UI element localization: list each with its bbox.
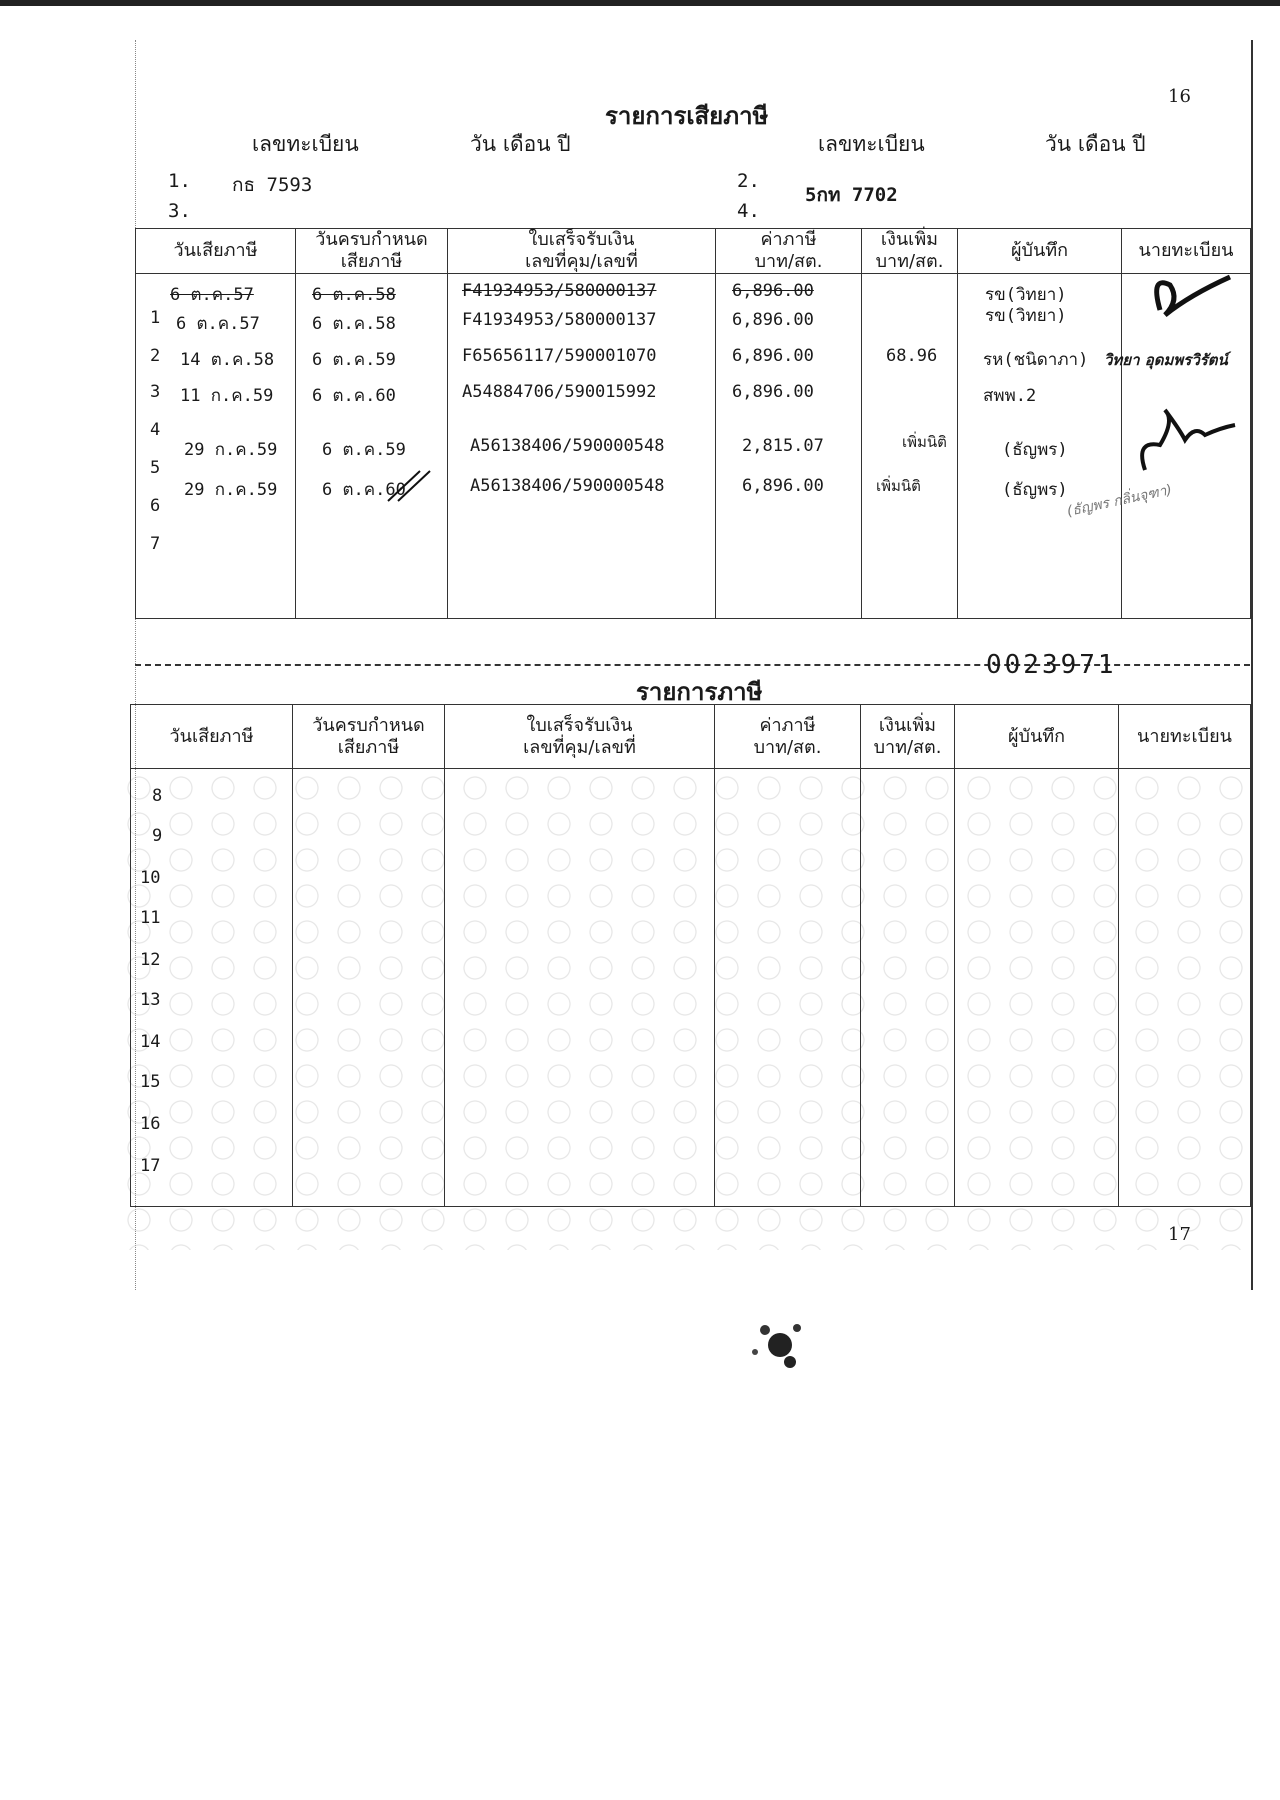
row-number: 14 xyxy=(140,1032,161,1052)
row4-tax: 2,815.07 xyxy=(742,436,824,456)
struck-due: 6 ต.ค.58 xyxy=(312,285,396,305)
row-number: 1 xyxy=(150,308,161,328)
col-extra: เงินเพิ่ม บาท/สต. xyxy=(862,229,958,274)
row5-tax: 6,896.00 xyxy=(742,476,824,496)
reg3-number: 3. xyxy=(168,200,191,222)
struck-receipt: F41934953/580000137 xyxy=(462,281,657,301)
col-registrar: นายทะเบียน xyxy=(1122,229,1251,274)
scan-top-border xyxy=(0,0,1280,6)
reg4-number: 4. xyxy=(737,200,760,222)
col-registrar: นายทะเบียน xyxy=(1119,705,1251,769)
reg-header-right: เลขทะเบียน xyxy=(818,132,925,156)
row-number: 16 xyxy=(140,1114,161,1134)
date-header-left: วัน เดือน ปี xyxy=(470,132,571,156)
struck-paid: 6 ต.ค.57 xyxy=(170,285,254,305)
row-number: 4 xyxy=(150,420,161,440)
row5-due: 6 ต.ค.60 xyxy=(322,480,406,500)
registrar-name-stamp: วิทยา อุดมพรวิรัตน์ xyxy=(1104,351,1228,369)
row-number: 13 xyxy=(140,990,161,1010)
row-number: 8 xyxy=(152,786,163,806)
row-number: 3 xyxy=(150,382,161,402)
col-tax: ค่าภาษี บาท/สต. xyxy=(716,229,862,274)
col-due-date: วันครบกำหนด เสียภาษี xyxy=(296,229,448,274)
col-receipt: ใบเสร็จรับเงิน เลขที่คุม/เลขที่ xyxy=(445,705,715,769)
row3-recorder: สพพ.2 xyxy=(983,386,1037,406)
row2-recorder: รห(ชนิดาภา) xyxy=(983,350,1089,370)
row3-receipt: A54884706/590015992 xyxy=(462,382,657,402)
row4-due: 6 ต.ค.59 xyxy=(322,440,406,460)
col-paid-date: วันเสียภาษี xyxy=(136,229,296,274)
date-header-right: วัน เดือน ปี xyxy=(1045,132,1146,156)
registrar-signature-1 xyxy=(1130,255,1240,325)
registrar-signature-2 xyxy=(1125,400,1245,480)
row-number: 7 xyxy=(150,534,161,554)
approval-stamp: (ธัญพร กลิ่นจุฑา) xyxy=(1065,482,1174,520)
col-receipt: ใบเสร็จรับเงิน เลขที่คุม/เลขที่ xyxy=(448,229,716,274)
row3-tax: 6,896.00 xyxy=(732,382,814,402)
section1-title: รายการเสียภาษี xyxy=(605,102,769,130)
row-number: 9 xyxy=(152,826,163,846)
row-number: 17 xyxy=(140,1156,161,1176)
row-number: 12 xyxy=(140,950,161,970)
ink-blot xyxy=(735,1300,825,1380)
row4-extra: เพิ่มนิติ xyxy=(902,433,947,451)
row-number: 15 xyxy=(140,1072,161,1092)
tax-table-2 xyxy=(130,704,1251,1207)
row2-extra: 68.96 xyxy=(886,346,938,366)
row3-due: 6 ต.ค.60 xyxy=(312,386,396,406)
row-number: 2 xyxy=(150,346,161,366)
row4-paid: 29 ก.ค.59 xyxy=(184,440,278,460)
page-number-bottom: 17 xyxy=(1168,1224,1191,1245)
struck-recorder: รข(วิทยา) xyxy=(985,285,1067,305)
row3-paid: 11 ก.ค.59 xyxy=(180,386,274,406)
col-due-date: วันครบกำหนด เสียภาษี xyxy=(293,705,445,769)
row-number: 6 xyxy=(150,496,161,516)
row1-paid: 6 ต.ค.57 xyxy=(176,314,260,334)
col-extra: เงินเพิ่ม บาท/สต. xyxy=(861,705,955,769)
row4-recorder: (ธัญพร) xyxy=(1002,440,1068,460)
correction-slash-mark xyxy=(380,465,440,505)
row-number: 11 xyxy=(140,908,161,928)
row-number: 10 xyxy=(140,868,161,888)
row2-receipt: F65656117/590001070 xyxy=(462,346,657,366)
row1-recorder: รข(วิทยา) xyxy=(985,306,1067,326)
col-recorder: ผู้บันทึก xyxy=(955,705,1119,769)
page-number-top: 16 xyxy=(1168,86,1191,107)
row5-extra: เพิ่มนิติ xyxy=(876,477,921,495)
row1-receipt: F41934953/580000137 xyxy=(462,310,657,330)
col-recorder: ผู้บันทึก xyxy=(958,229,1122,274)
serial-number: 0023971 xyxy=(986,650,1117,680)
row5-recorder: (ธัญพร) xyxy=(1002,480,1068,500)
reg-header-left: เลขทะเบียน xyxy=(252,132,359,156)
row1-tax: 6,896.00 xyxy=(732,310,814,330)
reg2-value: 5กท 7702 xyxy=(805,184,898,206)
reg2-number: 2. xyxy=(737,170,760,192)
tax-table-1 xyxy=(135,228,1251,619)
row2-paid: 14 ต.ค.58 xyxy=(180,350,275,370)
col-paid-date: วันเสียภาษี xyxy=(131,705,293,769)
row5-receipt: A56138406/590000548 xyxy=(470,476,665,496)
row-number: 5 xyxy=(150,458,161,478)
reg1-value: กธ 7593 xyxy=(232,174,313,196)
row2-due: 6 ต.ค.59 xyxy=(312,350,396,370)
struck-tax: 6,896.00 xyxy=(732,281,814,301)
row5-paid: 29 ก.ค.59 xyxy=(184,480,278,500)
row4-receipt: A56138406/590000548 xyxy=(470,436,665,456)
row1-due: 6 ต.ค.58 xyxy=(312,314,396,334)
reg1-number: 1. xyxy=(168,170,191,192)
row2-tax: 6,896.00 xyxy=(732,346,814,366)
section2-title: รายการภาษี xyxy=(636,678,763,706)
col-tax: ค่าภาษี บาท/สต. xyxy=(715,705,861,769)
